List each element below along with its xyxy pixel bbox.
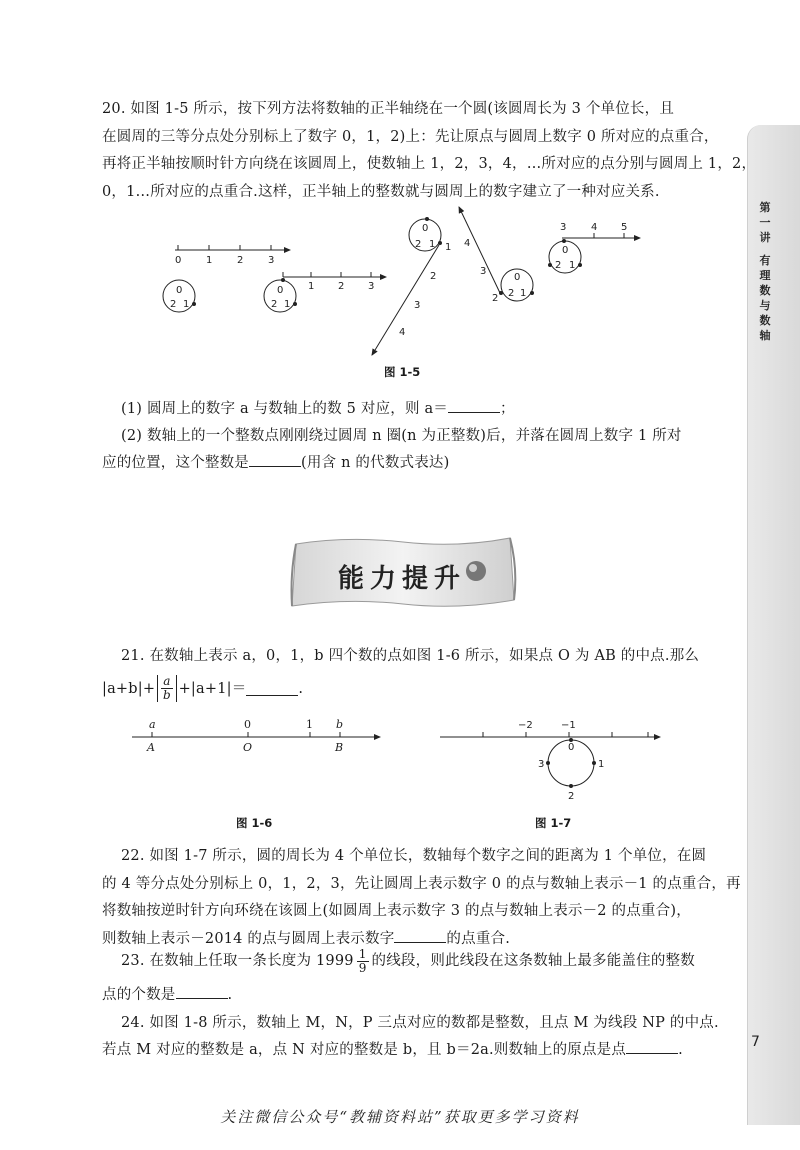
tick-label: 4 bbox=[591, 222, 598, 233]
dot bbox=[548, 263, 552, 267]
fraction-denominator: b bbox=[162, 688, 171, 702]
problem-24-text: 24. 如图 1-8 所示，数轴上 M，N，P 三点对应的数都是整数，且点 M 为线段 NP 的中点. bbox=[121, 1015, 719, 1031]
dot bbox=[530, 291, 534, 295]
q2-text: 应的位置，这个整数是 bbox=[102, 455, 249, 471]
answer-blank bbox=[626, 1039, 678, 1054]
problem-24-cont: 若点 M 对应的整数是 a，点 N 对应的整数是 b，且 b＝2a.则数轴上的原点是点 . bbox=[102, 1037, 683, 1065]
tick-label: 1 bbox=[445, 242, 452, 253]
axis-line bbox=[372, 245, 439, 355]
dot bbox=[425, 217, 429, 221]
q2-text: (用含 n 的代数式表达) bbox=[301, 455, 450, 471]
dot bbox=[569, 784, 573, 788]
tick-label: 3 bbox=[560, 222, 567, 233]
tick-label: 1 bbox=[206, 255, 213, 266]
circle-label: 0 bbox=[176, 285, 183, 296]
figure-1-7 bbox=[438, 715, 668, 810]
problem-20-line: 在圆周的三等分点处分别标上了数字 0，1，2)上：先让原点与圆周上数字 0 所对应的点重合， bbox=[102, 128, 719, 145]
fraction-numerator: 1 bbox=[358, 947, 367, 962]
tick-label: 2 bbox=[338, 281, 345, 292]
figure-1-5-caption: 图 1-5 bbox=[384, 365, 421, 379]
circle-label: 1 bbox=[598, 759, 605, 770]
problem-20-line: 20. 如图 1-5 所示，按下列方法将数轴的正半轴绕在一个圆(该圆周长为 3 个单位长，且 bbox=[102, 101, 675, 117]
answer-blank bbox=[176, 984, 228, 999]
chapter-label: 第 一 讲 有 理 数 与 数 轴 bbox=[759, 201, 771, 342]
figure-1-6 bbox=[130, 715, 390, 760]
point-name: O bbox=[243, 741, 253, 754]
problem-23 bbox=[121, 948, 695, 976]
abs-fraction bbox=[157, 675, 176, 702]
point-name: B bbox=[335, 741, 344, 754]
circle-label: 1 bbox=[429, 239, 436, 250]
q1-end: ； bbox=[500, 401, 515, 417]
fraction-numerator: a bbox=[163, 674, 171, 688]
problem-21-text: 21. 在数轴上表示 a，0，1，b 四个数的点如图 1-6 所示，如果点 O 为 AB 的中点.那么 bbox=[121, 648, 700, 664]
circle-label: 2 bbox=[415, 239, 422, 250]
dot bbox=[499, 291, 503, 295]
problem-22-line: 的 4 等分点处分别标上 0，1，2，3，先让圆周上表示数字 0 的点与数轴上表示－1 的点重合，再 bbox=[102, 875, 741, 892]
tick-label: 4 bbox=[399, 327, 406, 338]
fraction-denominator: 9 bbox=[358, 961, 367, 976]
point-label: 0 bbox=[244, 718, 251, 731]
footer-note: 关注微信公众号“教辅资料站”获取更多学习资料 bbox=[220, 1108, 580, 1126]
tick-label: 4 bbox=[464, 238, 471, 249]
tick-label: 3 bbox=[368, 281, 375, 292]
dot bbox=[546, 761, 550, 765]
q2-text: (2) 数轴上的一个整数点刚刚绕过圆周 n 圈(n 为正整数)后，并落在圆周上数字 1 所对 bbox=[121, 428, 682, 444]
answer-blank bbox=[246, 681, 298, 696]
page-number: 7 bbox=[751, 1034, 760, 1050]
tick-label: 5 bbox=[621, 222, 628, 233]
tick-label: 3 bbox=[480, 266, 487, 277]
problem-21-end: . bbox=[298, 680, 304, 697]
tick-label: 2 bbox=[430, 271, 437, 282]
tick-label: 2 bbox=[492, 293, 499, 304]
answer-blank bbox=[249, 452, 301, 467]
abs-term: +|a+1|＝ bbox=[178, 680, 247, 697]
circle-label: 1 bbox=[183, 299, 190, 310]
fraction bbox=[161, 675, 172, 702]
circle-label: 0 bbox=[568, 742, 575, 753]
figure-1-7-caption: 图 1-7 bbox=[535, 816, 572, 830]
tick-label: 2 bbox=[237, 255, 244, 266]
problem-21-expression bbox=[102, 675, 303, 702]
abs-term: |a+b|+ bbox=[102, 680, 156, 697]
point-label: a bbox=[149, 718, 156, 731]
dot bbox=[192, 302, 196, 306]
circle-label: 1 bbox=[569, 260, 576, 271]
problem-21 bbox=[121, 643, 699, 671]
point-label: b bbox=[336, 718, 344, 731]
circle-label: 1 bbox=[284, 299, 291, 310]
answer-blank bbox=[448, 398, 500, 413]
section-title: 能力提升 bbox=[338, 564, 467, 594]
circle-label: 1 bbox=[520, 288, 527, 299]
problem-22 bbox=[102, 843, 741, 953]
dot bbox=[293, 302, 297, 306]
circle-label: 2 bbox=[568, 791, 575, 802]
problem-20 bbox=[102, 96, 756, 206]
problem-23-cont: 点的个数是 . bbox=[102, 982, 232, 1010]
circle-label: 2 bbox=[555, 260, 562, 271]
circle-label: 0 bbox=[277, 285, 284, 296]
figure-1-6-caption: 图 1-6 bbox=[236, 816, 273, 830]
tick-label: 3 bbox=[414, 300, 421, 311]
problem-22-line: 则数轴上表示－2014 的点与圆周上表示数字 的点重合. bbox=[102, 926, 741, 954]
tick-label: 1 bbox=[308, 281, 315, 292]
tick-label: −1 bbox=[561, 720, 576, 731]
answer-blank bbox=[394, 928, 446, 943]
circle-label: 0 bbox=[422, 223, 429, 234]
dot bbox=[281, 278, 285, 282]
tick-label: 3 bbox=[268, 255, 275, 266]
problem-20-line: 0，1…所对应的点重合.这样，正半轴上的整数就与圆周上的数字建立了一种对应关系. bbox=[102, 183, 660, 200]
problem-20-q2 bbox=[121, 423, 682, 451]
circle-label: 0 bbox=[514, 272, 521, 283]
point-name: A bbox=[147, 741, 155, 754]
dot bbox=[562, 239, 566, 243]
circle-label: 2 bbox=[170, 299, 177, 310]
tick-label: 0 bbox=[175, 255, 182, 266]
fraction bbox=[357, 948, 369, 975]
problem-22-line: 22. 如图 1-7 所示，圆的周长为 4 个单位长，数轴每个数字之间的距离为 1 个单位，在圆 bbox=[121, 848, 707, 864]
figure-1-5 bbox=[150, 205, 650, 365]
q1-text: (1) 圆周上的数字 a 与数轴上的数 5 对应，则 a＝ bbox=[121, 401, 449, 417]
problem-20-q1 bbox=[121, 396, 515, 424]
circle-label: 2 bbox=[508, 288, 515, 299]
circle-label: 0 bbox=[562, 245, 569, 256]
problem-23-text: 的线段，则此线段在这条数轴上最多能盖住的整数 bbox=[371, 953, 695, 969]
dot bbox=[578, 263, 582, 267]
problem-20-q2-cont bbox=[102, 450, 449, 478]
problem-24 bbox=[121, 1010, 719, 1038]
dot bbox=[438, 241, 442, 245]
point-label: 1 bbox=[306, 718, 313, 731]
circle-label: 2 bbox=[271, 299, 278, 310]
circle-label: 3 bbox=[538, 759, 545, 770]
axis-line bbox=[459, 207, 500, 293]
tick-label: −2 bbox=[518, 720, 533, 731]
problem-23-text: 23. 在数轴上任取一条长度为 1999 bbox=[121, 953, 354, 969]
problem-22-line: 将数轴按逆时针方向环绕在该圆上(如圆周上表示数字 3 的点与数轴上表示－2 的点重合)， bbox=[102, 903, 691, 919]
banner-dot-icon bbox=[466, 561, 486, 581]
problem-20-line: 再将正半轴按顺时针方向绕在该圆周上，使数轴上 1，2，3，4，…所对应的点分别与圆周上 1，2， bbox=[102, 156, 757, 172]
dot bbox=[592, 761, 596, 765]
